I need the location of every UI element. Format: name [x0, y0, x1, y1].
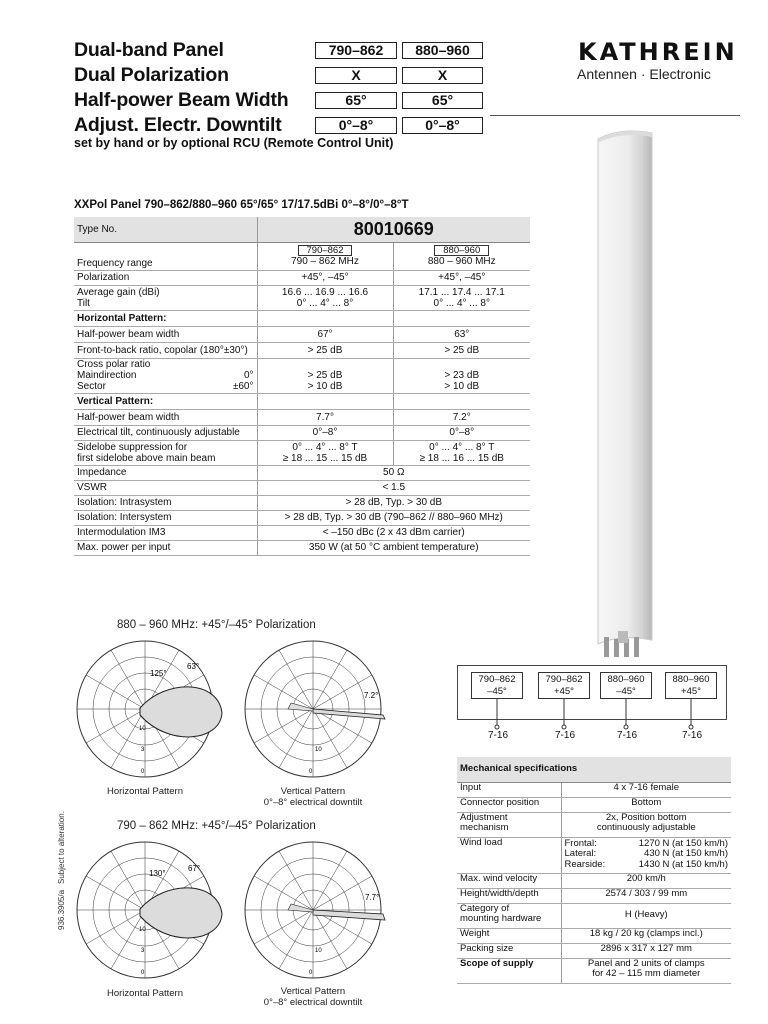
connector-2-type: 7-16 — [555, 730, 576, 741]
connector-leads — [457, 699, 727, 731]
caption-h-790: Horizontal Pattern — [106, 988, 184, 999]
ss-label-1: Sidelobe suppression for — [77, 441, 188, 453]
h790-angle-a: 130° — [149, 869, 166, 878]
v790-angle: 7.7° — [365, 893, 380, 902]
mech-cat-label-1: Category of — [460, 902, 510, 914]
v880-angle: 7.2° — [364, 691, 379, 700]
caption-v-880-line2: 0°–8° electrical downtilt — [263, 797, 363, 808]
pwr-value: 350 W (at 50 °C ambient temperature) — [257, 540, 530, 555]
hp-bw-band2: 63° — [393, 326, 530, 342]
spec-row-max-power — [74, 540, 530, 555]
header-title-beamwidth: Half-power Beam Width — [74, 89, 289, 111]
connector-3-band: 880–960 — [607, 674, 645, 685]
scale-10-v790: 10 — [315, 948, 322, 954]
vswr-value: < 1.5 — [257, 480, 530, 495]
scale-0-v880: 0 — [309, 769, 313, 775]
scale-3-h880: 3 — [141, 747, 145, 753]
fb-label: Front-to-back ratio, copolar (180°±30°) — [74, 342, 257, 358]
mech-scope-value-2: for 42 – 115 mm diameter — [592, 968, 701, 979]
pattern-lobe — [140, 888, 222, 938]
header-tilt1-box: 0°–8° — [315, 117, 397, 134]
mech-input-value: 4 x 7-16 female — [561, 782, 731, 797]
vp-bw-band1: 7.7° — [257, 409, 393, 425]
mech-adj-value-1: 2x, Position bottom — [605, 811, 687, 823]
header-tilt2-box: 0°–8° — [402, 117, 483, 134]
mech-connpos-label: Connector position — [457, 797, 561, 812]
tilt-band1: 0° ... 4° ... 8° — [296, 297, 354, 309]
connector-box-3 — [600, 672, 652, 699]
mech-hwd-value: 2574 / 303 / 99 mm — [561, 888, 731, 903]
spec-title: XXPol Panel 790–862/880–960 65°/65° 17/17.5dBi 0°–8°/0°–8°T — [74, 199, 409, 211]
band2-box: 880–960 — [434, 245, 489, 256]
connector-4-band: 880–960 — [672, 674, 710, 685]
mech-weight-value: 18 kg / 20 kg (clamps incl.) — [561, 928, 731, 943]
header-pol1-box: X — [315, 67, 397, 84]
h790-angle-b: 67° — [188, 864, 201, 873]
spec-row-front-to-back — [74, 342, 530, 358]
spec-row-vp-beamwidth — [74, 409, 530, 425]
caption-v-790-line1: Vertical Pattern — [280, 986, 346, 997]
header-subline: set by hand or by optional RCU (Remote Control Unit) — [74, 136, 394, 150]
mech-row-category — [457, 903, 731, 928]
scale-0-h880: 0 — [141, 769, 145, 775]
subject-note: Subject to alteration. — [57, 811, 66, 884]
mech-row-weight — [457, 928, 731, 943]
ss-db-band1: ≥ 18 ... 15 ... 15 dB — [282, 452, 368, 464]
h880-angle-a: 125° — [150, 669, 167, 678]
mech-pack-value: 2896 x 317 x 127 mm — [561, 943, 731, 958]
cp-main-band2: > 23 dB — [444, 369, 480, 381]
pwr-label: Max. power per input — [74, 540, 257, 555]
wind-rear-value: 1430 N (at 150 km/h) — [638, 858, 728, 870]
vp-bw-band2: 7.2° — [393, 409, 530, 425]
wind-lateral-label: Lateral: — [564, 848, 597, 859]
connector-1-pol: –45° — [487, 686, 507, 697]
mech-vel-value: 200 km/h — [561, 873, 731, 888]
cp-label: Cross polar ratio — [77, 359, 151, 370]
spec-row-frequency — [74, 242, 530, 270]
mech-input-label: Input — [457, 782, 561, 797]
hp-bw-label: Half-power beam width — [74, 326, 257, 342]
mech-wind-label: Wind load — [457, 837, 561, 873]
diagram-title-880: 880 – 960 MHz: +45°/–45° Polarization — [117, 619, 316, 631]
mech-adj-value-2: continuously adjustable — [596, 822, 696, 833]
connector-1-band: 790–862 — [478, 674, 516, 685]
mech-row-scope — [457, 958, 731, 983]
mech-header — [457, 757, 731, 782]
header-band1-box: 790–862 — [315, 42, 397, 59]
mech-adj-label-1: Adjustment — [460, 811, 508, 823]
spec-row-electrical-tilt — [74, 425, 530, 440]
ss-tilt-band2: 0° ... 4° ... 8° T — [429, 441, 495, 453]
polar-h-880 — [75, 637, 215, 777]
header-title-downtilt: Adjust. Electr. Downtilt — [74, 114, 282, 136]
spec-table — [74, 217, 530, 556]
wind-frontal-label: Frontal: — [564, 837, 597, 849]
ss-db-band2: ≥ 18 ... 16 ... 15 dB — [419, 452, 504, 464]
type-label: Type No. — [74, 217, 257, 242]
spec-row-sidelobe — [74, 440, 530, 465]
polar-v-790 — [243, 838, 383, 978]
connector-2-band: 790–862 — [545, 674, 583, 685]
spec-section-vertical — [74, 393, 530, 409]
spec-row-im3 — [74, 525, 530, 540]
mech-row-input — [457, 782, 731, 797]
spec-row-polarization — [74, 270, 530, 285]
pol-band1: +45°, –45° — [257, 270, 393, 285]
iso-inter-value: > 28 dB, Typ. > 30 dB (790–862 // 880–960 MHz) — [257, 510, 530, 525]
wind-frontal-value: 1270 N (at 150 km/h) — [638, 837, 728, 849]
mech-weight-label: Weight — [457, 928, 561, 943]
mech-hwd-label: Height/width/depth — [457, 888, 561, 903]
scale-0-v790: 0 — [309, 970, 313, 976]
connector-box-1 — [471, 672, 523, 699]
mech-row-wind-velocity — [457, 873, 731, 888]
caption-v-880 — [248, 786, 378, 808]
scale-10-h880: 10 — [139, 726, 146, 732]
mech-row-packing — [457, 943, 731, 958]
spec-row-hp-beamwidth — [74, 326, 530, 342]
header-bw2-box: 65° — [402, 92, 483, 109]
gain-band2: 17.1 ... 17.4 ... 17.1 — [418, 286, 505, 298]
vswr-label: VSWR — [74, 480, 257, 495]
mech-row-dimensions — [457, 888, 731, 903]
mech-cat-value: H (Heavy) — [561, 903, 731, 928]
antenna-illustration — [590, 125, 670, 665]
freq-label: Frequency range — [74, 242, 257, 270]
mech-pack-label: Packing size — [457, 943, 561, 958]
brand-tagline: Antennen · Electronic — [577, 66, 711, 82]
mech-row-connector-position — [457, 797, 731, 812]
header-band2-box: 880–960 — [402, 42, 483, 59]
tilt-label: Tilt — [77, 297, 90, 309]
polar-v-880 — [243, 637, 383, 777]
spec-row-iso-intra — [74, 495, 530, 510]
connector-1-type: 7-16 — [488, 730, 509, 741]
spec-row-vswr — [74, 480, 530, 495]
spec-row-impedance — [74, 465, 530, 480]
mech-row-wind-load — [457, 837, 731, 873]
type-number: 80010669 — [257, 217, 530, 242]
connector-2-pol: +45° — [554, 686, 574, 697]
connector-4-pol: +45° — [681, 686, 701, 697]
mech-scope-label: Scope of supply — [457, 958, 561, 983]
mech-vel-label: Max. wind velocity — [457, 873, 561, 888]
h880-angle-b: 63° — [187, 662, 200, 671]
mech-adj-label-2: mechanism — [460, 822, 509, 833]
caption-v-790-line2: 0°–8° electrical downtilt — [263, 997, 363, 1008]
band1-box: 790–862 — [298, 245, 353, 256]
pol-band2: +45°, –45° — [393, 270, 530, 285]
connector-3-type: 7-16 — [617, 730, 638, 741]
header-pol2-box: X — [402, 67, 483, 84]
header-rule — [490, 115, 740, 116]
header-bw1-box: 65° — [315, 92, 397, 109]
hp-bw-band1: 67° — [257, 326, 393, 342]
mech-title: Mechanical specifications — [457, 757, 731, 782]
cp-sector-band2: > 10 dB — [444, 380, 480, 392]
caption-h-880: Horizontal Pattern — [106, 786, 184, 797]
header-title-dual-band: Dual-band Panel — [74, 39, 224, 61]
pattern-lobe — [140, 687, 222, 737]
imp-value: 50 Ω — [257, 465, 530, 480]
mech-cat-label-2: mounting hardware — [460, 913, 542, 924]
wind-lateral-value: 430 N (at 150 km/h) — [644, 848, 728, 859]
doc-number: 936.3905/a — [57, 889, 66, 930]
scale-10-v880: 10 — [315, 747, 322, 753]
connector-box-2 — [538, 672, 590, 699]
imp-label: Impedance — [74, 465, 257, 480]
wind-load-values — [565, 839, 729, 871]
gain-label: Average gain (dBi) — [77, 286, 160, 298]
hp-section-label: Horizontal Pattern: — [74, 310, 257, 326]
diagram-title-790: 790 – 862 MHz: +45°/–45° Polarization — [117, 820, 316, 832]
spec-row-gain — [74, 285, 530, 310]
cp-main-band1: > 25 dB — [307, 369, 343, 381]
cp-main-angle: 0° — [243, 370, 254, 381]
freq-band2: 880 – 960 MHz — [427, 256, 496, 267]
im3-value: < –150 dBc (2 x 43 dBm carrier) — [257, 525, 530, 540]
vp-bw-label: Half-power beam width — [74, 409, 257, 425]
et-band1: 0°–8° — [257, 425, 393, 440]
connector-box-4 — [665, 672, 717, 699]
connector-4-type: 7-16 — [682, 730, 703, 741]
cp-sector-label: Sector — [77, 381, 106, 392]
mech-connpos-value: Bottom — [561, 797, 731, 812]
iso-intra-label: Isolation: Intrasystem — [74, 495, 257, 510]
iso-inter-label: Isolation: Intersystem — [74, 510, 257, 525]
ss-tilt-band1: 0° ... 4° ... 8° T — [292, 441, 358, 453]
mech-scope-value-1: Panel and 2 units of clamps — [587, 957, 705, 969]
polar-h-790 — [75, 838, 215, 978]
spec-row-type — [74, 217, 530, 242]
cp-sector-angle: ±60° — [232, 381, 254, 392]
spec-section-horizontal — [74, 310, 530, 326]
fb-band2: > 25 dB — [393, 342, 530, 358]
et-label: Electrical tilt, continuously adjustable — [74, 425, 257, 440]
cp-sector-band1: > 10 dB — [307, 380, 343, 392]
brand-logo: KATHREIN — [578, 38, 738, 66]
spec-row-iso-inter — [74, 510, 530, 525]
scale-3-h790: 3 — [141, 948, 145, 954]
mechanical-table — [457, 757, 731, 984]
cp-main-label: Maindirection — [77, 370, 137, 381]
wind-rear-label: Rearside: — [564, 858, 606, 870]
fb-band1: > 25 dB — [257, 342, 393, 358]
mech-row-adjustment — [457, 812, 731, 837]
gain-band1: 16.6 ... 16.9 ... 16.6 — [281, 286, 369, 298]
im3-label: Intermodulation IM3 — [74, 525, 257, 540]
ss-label-2: first sidelobe above main beam — [77, 452, 216, 464]
caption-v-790 — [248, 986, 378, 1008]
freq-band1: 790 – 862 MHz — [291, 256, 359, 267]
tilt-band2: 0° ... 4° ... 8° — [433, 297, 490, 309]
pol-label: Polarization — [74, 270, 257, 285]
iso-intra-value: > 28 dB, Typ. > 30 dB — [257, 495, 530, 510]
connector-3-pol: –45° — [616, 686, 636, 697]
vp-section-label: Vertical Pattern: — [74, 393, 257, 409]
spec-row-cross-polar — [74, 358, 530, 393]
scale-10-h790: 10 — [139, 927, 146, 933]
scale-0-h790: 0 — [141, 970, 145, 976]
header-title-polarization: Dual Polarization — [74, 64, 229, 86]
et-band2: 0°–8° — [393, 425, 530, 440]
caption-v-880-line1: Vertical Pattern — [280, 786, 346, 797]
